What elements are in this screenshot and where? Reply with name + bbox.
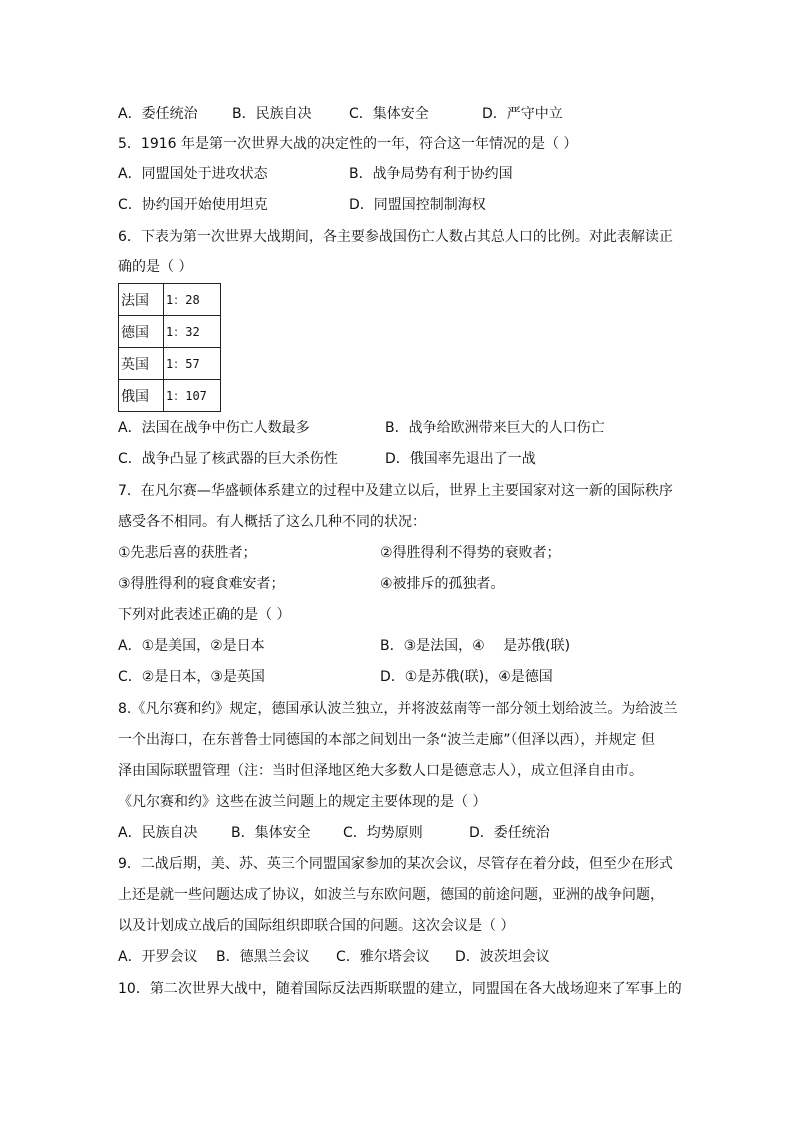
q6-option-b: B．战争给欧洲带来巨大的人口伤亡 — [385, 420, 605, 436]
q6-option-d: D．俄国率先退出了一战 — [385, 451, 536, 467]
table-cell-ratio: 1：32 — [164, 316, 221, 348]
table-row — [119, 316, 221, 348]
q8-option-d: D．委任统治 — [469, 825, 550, 841]
q7-stem-line1: 7．在凡尔赛—华盛顿体系建立的过程中及建立以后，世界上主要国家对这一新的国际秩序 — [118, 483, 673, 499]
q6-option-c: C．战争凸显了核武器的巨大杀伤性 — [118, 451, 338, 467]
q9-line3: 以及计划成立战后的国际组织即联合国的问题。这次会议是（ ） — [118, 918, 515, 934]
q6-stem-line1: 6．下表为第一次世界大战期间，各主要参战国伤亡人数占其总人口的比例。对此表解读正 — [118, 229, 673, 245]
q4-option-b: B．民族自决 — [232, 106, 312, 122]
q8-option-b: B．集体安全 — [231, 825, 311, 841]
q6-stem-line2: 确的是（ ） — [118, 259, 193, 275]
q9-line2: 上还是就一些问题达成了协议，如波兰与东欧问题，德国的前途问题，亚洲的战争问题， — [118, 887, 664, 903]
table-cell-ratio: 1：57 — [164, 348, 221, 380]
q8-line1: 8.《凡尔赛和约》规定，德国承认波兰独立，并将波兹南等一部分领土划给波兰。为给波兰 — [118, 701, 678, 717]
q4-option-d: D．严守中立 — [482, 106, 563, 122]
table-row — [119, 284, 221, 316]
q5-option-a: A．同盟国处于进攻状态 — [118, 166, 268, 182]
q4-option-a: A．委任统治 — [118, 106, 198, 122]
q7-option-d: D．①是苏俄(联)，④是德国 — [380, 669, 553, 685]
q7-option-c: C．②是日本，③是英国 — [118, 669, 265, 685]
q9-option-a: A．开罗会议 — [118, 949, 198, 965]
q7-item-1: ①先悲后喜的获胜者； — [118, 545, 257, 561]
q5-stem: 5．1916 年是第一次世界大战的决定性的一年，符合这一年情况的是（ ） — [118, 136, 578, 152]
q8-option-c: C．均势原则 — [343, 825, 423, 841]
table-row — [119, 380, 221, 412]
q10-line1: 10．第二次世界大战中，随着国际反法西斯联盟的建立，同盟国在各大战场迎来了军事上的 — [118, 981, 682, 997]
q8-line4: 《凡尔赛和约》这些在波兰问题上的规定主要体现的是（ ） — [118, 794, 487, 810]
q9-line1: 9．二战后期，美、苏、英三个同盟国家参加的某次会议，尽管存在着分歧，但至少在形式 — [118, 856, 673, 872]
q4-option-c: C．集体安全 — [349, 106, 429, 122]
q7-option-b: B．③是法国，④ 是苏俄(联) — [380, 638, 571, 654]
q6-option-a: A．法国在战争中伤亡人数最多 — [118, 420, 310, 436]
q9-option-c: C．雅尔塔会议 — [336, 949, 430, 965]
q7-option-a: A．①是美国，②是日本 — [118, 638, 265, 654]
q5-option-c: C．协约国开始使用坦克 — [118, 197, 268, 213]
table-cell-country: 英国 — [119, 348, 164, 380]
table-cell-ratio: 1：107 — [164, 380, 221, 412]
table-cell-country: 法国 — [119, 284, 164, 316]
table-cell-country: 德国 — [119, 316, 164, 348]
q7-stem-line2: 感受各不相同。有人概括了这么几种不同的状况： — [118, 514, 426, 530]
q7-item-4: ④被排斥的孤独者。 — [380, 576, 505, 592]
q5-option-b: B．战争局势有利于协约国 — [349, 166, 513, 182]
casualty-ratio-table — [118, 283, 221, 412]
table-cell-country: 俄国 — [119, 380, 164, 412]
q8-line3: 泽由国际联盟管理（注：当时但泽地区绝大多数人口是德意志人），成立但泽自由市。 — [118, 763, 643, 779]
q7-item-3: ③得胜得利的寝食难安者； — [118, 576, 285, 592]
q8-line2: 一个出海口，在东普鲁士同德国的本部之间划出一条“波兰走廊”（但泽以西），并规定 但 — [118, 732, 655, 748]
q9-option-d: D．波茨坦会议 — [455, 949, 550, 965]
q9-option-b: B．德黑兰会议 — [216, 949, 310, 965]
table-cell-ratio: 1：28 — [164, 284, 221, 316]
q5-option-d: D．同盟国控制制海权 — [349, 197, 486, 213]
q8-option-a: A．民族自决 — [118, 825, 198, 841]
table-row — [119, 348, 221, 380]
q7-prompt: 下列对此表述正确的是（ ） — [118, 607, 291, 623]
q7-item-2: ②得胜得利不得势的衰败者； — [380, 545, 561, 561]
